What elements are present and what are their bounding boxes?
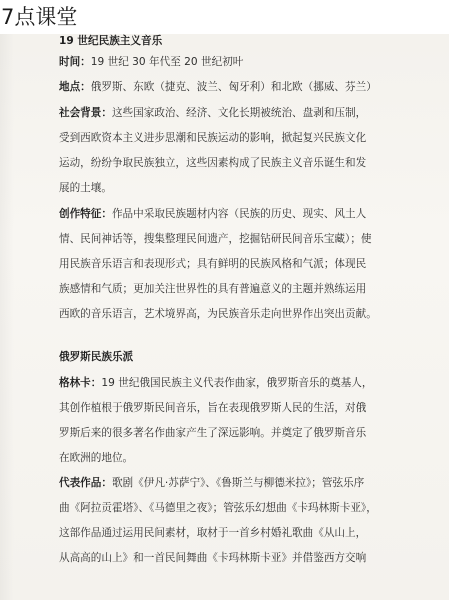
background-label: 社会背景： — [59, 107, 112, 119]
works-text: 曲《阿拉贡霍塔》、《马德里之夜》；管弦乐幻想曲《卡玛林斯卡亚》， — [59, 502, 377, 514]
works-label: 代表作品： — [59, 477, 112, 489]
feature-text: 西欧的音乐语言，艺术境界高，为民族音乐走向世界作出突出贡献。 — [59, 308, 377, 320]
feature-text: 情、民间神话等，搜集整理民间遗产，挖掘钻研民间音乐宝藏）；使 — [59, 233, 372, 245]
time-line — [59, 55, 243, 69]
feature-line — [59, 207, 366, 221]
feature-label: 创作特征： — [59, 208, 112, 220]
background-text: 受到西欧资本主义进步思潮和民族运动的影响，掀起复兴民族文化 — [59, 132, 367, 144]
glinka-text: 在欧洲的地位。 — [59, 452, 134, 464]
works-text: 歌剧《伊凡·苏萨宁》、《鲁斯兰与柳德米拉》；管弦乐序 — [111, 477, 365, 489]
time-value: 19 世纪 30 年代至 20 世纪初叶 — [90, 56, 244, 68]
feature-text: 作品中采取民族题材内容（民族的历史、现实、风土人 — [111, 208, 367, 220]
place-label: 地点： — [59, 81, 91, 93]
glinka-line — [59, 376, 372, 390]
page-shadow — [0, 34, 14, 600]
time-label: 时间： — [59, 56, 91, 68]
glinka-label: 格林卡： — [59, 377, 102, 389]
feature-text: 用民族音乐语言和表现形式；具有鲜明的民族风格和气派；体现民 — [59, 258, 367, 270]
background-text: 展的土壤。 — [59, 182, 112, 194]
feature-text: 族感情和气质；更加关注世界性的具有普遍意义的主题并熟练运用 — [59, 283, 367, 295]
section-title-nationalism: 19 世纪民族主义音乐 — [59, 35, 163, 47]
header-bar — [0, 0, 449, 34]
works-text: 这部作品通过运用民间素材，取材于一首乡村婚礼歌曲《从山上， — [59, 527, 367, 539]
background-text: 运动，纷纷争取民族独立，这些因素构成了民族主义音乐诞生和发 — [59, 157, 367, 169]
glinka-text: 其创作植根于俄罗斯民间音乐，旨在表现俄罗斯人民的生活，对俄 — [59, 402, 367, 414]
background-text: 这些国家政治、经济、文化长期被统治、盘剥和压制， — [111, 107, 367, 119]
works-text: 从高高的山上》和一首民间舞曲《卡玛林斯卡亚》并借鉴西方交响 — [59, 552, 367, 564]
background-line — [59, 106, 366, 120]
glinka-text: 19 世纪俄国民族主义代表作曲家，俄罗斯音乐的奠基人， — [101, 377, 373, 389]
section-title-russian-school: 俄罗斯民族乐派 — [59, 351, 134, 363]
glinka-text: 罗斯后来的很多著名作曲家产生了深远影响。并奠定了俄罗斯音乐 — [59, 427, 367, 439]
place-line — [59, 80, 377, 94]
place-value: 俄罗斯、东欧（捷克、波兰、匈牙利）和北欧（挪威、芬兰） — [90, 81, 377, 93]
header-title: 7点课堂 — [1, 5, 78, 29]
works-line — [59, 476, 364, 490]
